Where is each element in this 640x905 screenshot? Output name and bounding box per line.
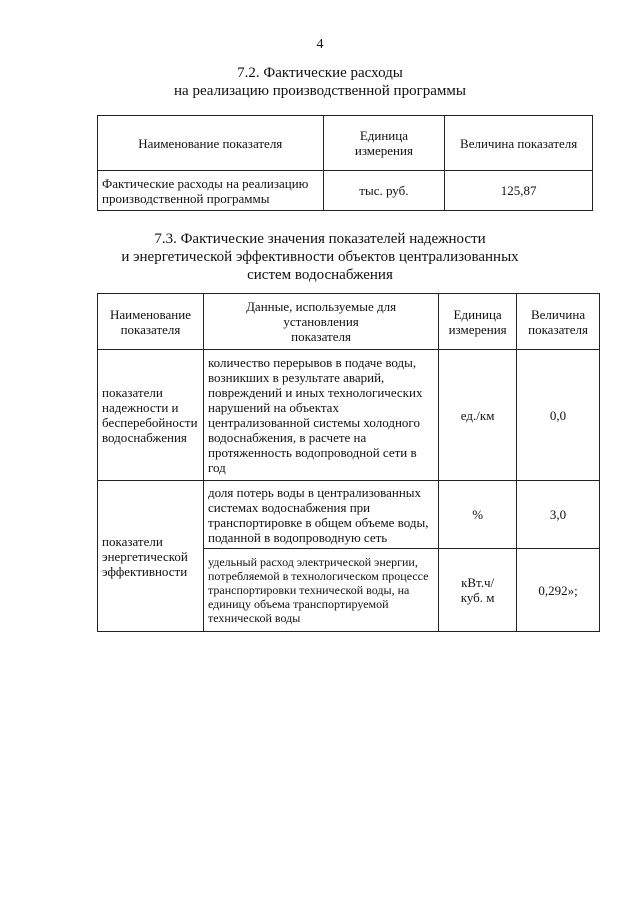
header-unit: Единица измерения: [323, 116, 445, 171]
header-unit: Единица измерения: [439, 294, 517, 350]
table-7-2-data-row: [98, 171, 593, 211]
reliability-indicator-name: показатели надежности и бесперебойности водоснабжения: [98, 350, 204, 481]
electricity-unit: кВт.ч/ куб. м: [439, 549, 517, 632]
header-data-used: Данные, используемые для установления показателя: [203, 294, 438, 350]
water-loss-row: [98, 481, 600, 549]
section-7-3-heading: [0, 230, 640, 284]
table-7-3: [97, 293, 600, 632]
page-number: 4: [316, 37, 324, 52]
row-unit: тыс. руб.: [323, 171, 445, 211]
section-7-3-title-line2: и энергетической эффективности объектов централизованных: [121, 249, 519, 265]
water-loss-data-description: доля потерь воды в централизованных системах водоснабжения при транспортировке в общем объеме воды, поданной в водопроводную сеть: [203, 481, 438, 549]
row-value: 125,87: [445, 171, 593, 211]
reliability-unit: ед./км: [439, 350, 517, 481]
water-loss-unit: %: [439, 481, 517, 549]
header-value: Величина показателя: [517, 294, 600, 350]
section-7-2-title-line1: 7.2. Фактические расходы: [237, 65, 403, 81]
section-7-2-title-line2: на реализацию производственной программы: [174, 83, 466, 99]
section-7-3-title-line1: 7.3. Фактические значения показателей надежности: [154, 231, 486, 247]
row-indicator-name: Фактические расходы на реализацию производственной программы: [98, 171, 324, 211]
reliability-row: [98, 350, 600, 481]
electricity-value: 0,292»;: [517, 549, 600, 632]
table-7-2-header-row: [98, 116, 593, 171]
energy-efficiency-indicator-name: показатели энергетической эффективности: [98, 481, 204, 632]
table-7-3-header-row: [98, 294, 600, 350]
reliability-data-description: количество перерывов в подаче воды, возникших в результате аварий, повреждений и иных технологических нарушений на объектах централизованной системы холодного водоснабжения, в расчете на протяженность водопроводной сети в год: [203, 350, 438, 481]
water-loss-value: 3,0: [517, 481, 600, 549]
electricity-data-description: удельный расход электрической энергии, потребляемой в технологическом процессе транспортировки технической воды, на единицу объема транспортируемой технической воды: [203, 549, 438, 632]
header-indicator-name: Наименование показателя: [98, 294, 204, 350]
section-7-3-title-line3: систем водоснабжения: [247, 267, 393, 283]
header-indicator-name: Наименование показателя: [98, 116, 324, 171]
table-7-2: [97, 115, 593, 211]
header-value: Величина показателя: [445, 116, 593, 171]
section-7-2-heading: [0, 64, 640, 100]
reliability-value: 0,0: [517, 350, 600, 481]
